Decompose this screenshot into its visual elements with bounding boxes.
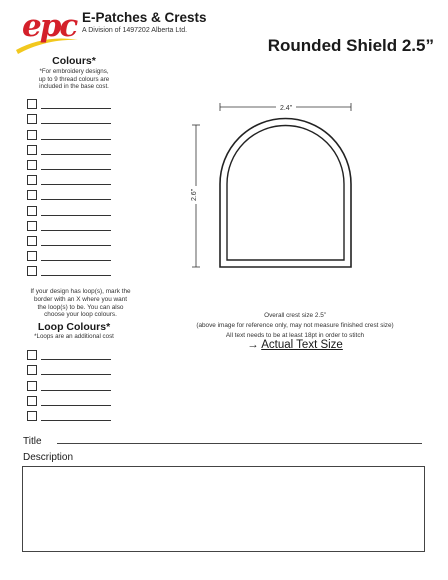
colours-note-line: up to 9 thread colours are — [38, 75, 110, 83]
colour-slot — [27, 155, 111, 170]
colour-name-line[interactable] — [41, 238, 111, 246]
loop-colour-checkbox[interactable] — [27, 396, 37, 406]
size-info-line: (above image for reference only, may not measure finished crest size) — [196, 322, 394, 329]
colour-name-line[interactable] — [41, 162, 111, 170]
size-info — [180, 311, 410, 341]
loop-colour-name-line[interactable] — [41, 413, 111, 421]
colour-slot — [27, 261, 111, 276]
arrow-right-icon: → — [247, 339, 259, 351]
colour-name-line[interactable] — [41, 147, 111, 155]
colour-slot — [27, 109, 111, 124]
loop-colour-name-line[interactable] — [41, 352, 111, 360]
logo — [14, 6, 80, 56]
colour-checkbox[interactable] — [27, 130, 37, 140]
colour-slot-list — [27, 94, 111, 276]
colour-slot — [27, 140, 111, 155]
colours-note-line: *For embroidery designs, — [39, 68, 109, 75]
loop-slot-list — [27, 345, 111, 421]
colour-checkbox[interactable] — [27, 266, 37, 276]
actual-text-size — [180, 339, 410, 351]
colour-slot — [27, 124, 111, 139]
loop-colour-checkbox[interactable] — [27, 350, 37, 360]
page-title: Rounded Shield 2.5” — [267, 36, 434, 55]
colour-slot — [27, 170, 111, 185]
colour-checkbox[interactable] — [27, 206, 37, 216]
loop-colours-title: Loop Colours* — [37, 321, 111, 333]
loop-cost-note: *Loops are an additional cost — [34, 333, 114, 340]
loop-colour-name-line[interactable] — [41, 383, 111, 391]
loop-colour-checkbox[interactable] — [27, 411, 37, 421]
loop-instructions-line: If your design has loop(s), mark the — [30, 288, 131, 295]
colour-name-line[interactable] — [41, 208, 111, 216]
loop-colour-name-line[interactable] — [41, 398, 111, 406]
loop-colour-slot — [27, 391, 111, 406]
loop-colour-slot — [27, 375, 111, 390]
colours-title: Colours* — [52, 55, 96, 67]
colour-name-line[interactable] — [41, 116, 111, 124]
colour-checkbox[interactable] — [27, 160, 37, 170]
loop-colour-slot — [27, 406, 111, 421]
colour-name-line[interactable] — [41, 192, 111, 200]
colour-checkbox[interactable] — [27, 114, 37, 124]
colour-checkbox[interactable] — [27, 236, 37, 246]
loop-colour-slot — [27, 360, 111, 375]
loop-instructions-line: border with an X where you want — [33, 295, 128, 303]
loop-colour-slot — [27, 345, 111, 360]
title-input[interactable] — [57, 443, 422, 444]
description-input[interactable] — [22, 466, 425, 552]
size-info-line: All text needs to be at least 18pt in order to stitch — [225, 332, 365, 339]
loop-colour-name-line[interactable] — [41, 367, 111, 375]
colour-checkbox[interactable] — [27, 251, 37, 261]
description-label: Description — [23, 452, 74, 463]
shield-outline-inner — [227, 126, 344, 261]
title-label: Title — [23, 436, 42, 447]
loop-instructions — [18, 288, 143, 319]
width-label: 2.4” — [279, 105, 293, 112]
colours-note — [0, 68, 148, 91]
colour-checkbox[interactable] — [27, 99, 37, 109]
loop-colour-checkbox[interactable] — [27, 365, 37, 375]
colour-checkbox[interactable] — [27, 175, 37, 185]
colour-checkbox[interactable] — [27, 190, 37, 200]
shield-diagram — [180, 95, 380, 280]
size-info-line: Overall crest size 2.5” — [264, 312, 326, 319]
colour-checkbox[interactable] — [27, 145, 37, 155]
actual-text-size-label: Actual Text Size — [261, 339, 343, 351]
colour-slot — [27, 246, 111, 261]
height-label: 2.6” — [191, 188, 198, 202]
shield-outline-outer — [220, 119, 351, 268]
colour-name-line[interactable] — [41, 101, 111, 109]
colour-slot — [27, 94, 111, 109]
colour-name-line[interactable] — [41, 132, 111, 140]
colour-slot — [27, 185, 111, 200]
colours-note-line: included in the base cost. — [39, 83, 109, 91]
colour-slot — [27, 216, 111, 231]
division-text: A Division of 1497202 Alberta Ltd. — [82, 27, 188, 34]
colour-slot — [27, 231, 111, 246]
colour-slot — [27, 200, 111, 215]
colour-name-line[interactable] — [41, 177, 111, 185]
loop-colour-checkbox[interactable] — [27, 381, 37, 391]
colour-name-line[interactable] — [41, 253, 111, 261]
colour-checkbox[interactable] — [27, 221, 37, 231]
brand-name: E-Patches & Crests — [82, 10, 207, 25]
colour-name-line[interactable] — [41, 268, 111, 276]
logo-text: epc — [22, 8, 77, 44]
loop-instructions-line: the loop(s) to be. You can also — [37, 303, 124, 311]
loop-instructions-line: choose your loop colours. — [44, 311, 117, 319]
colour-name-line[interactable] — [41, 223, 111, 231]
